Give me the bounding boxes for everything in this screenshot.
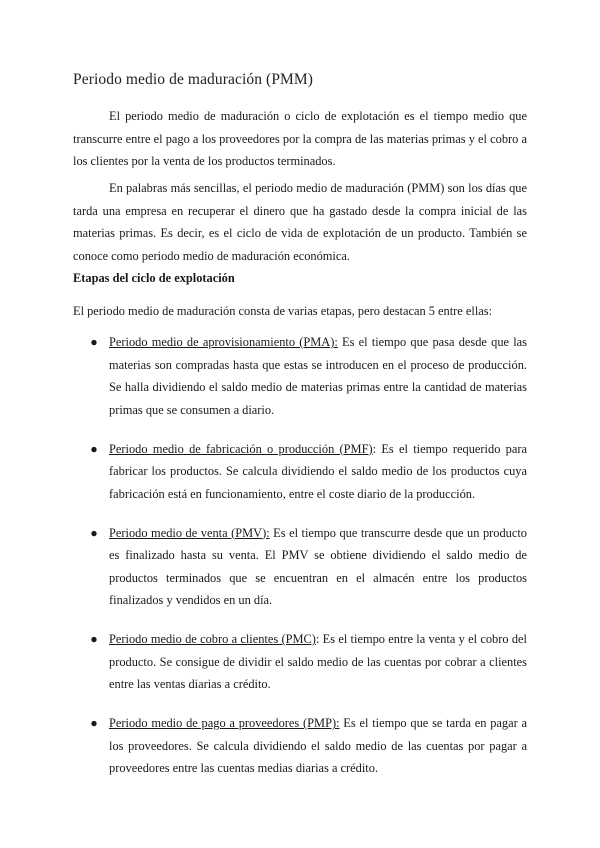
paragraph-definition: El periodo medio de maduración o ciclo de explotación es el tiempo medio que transcurre entre el pago a los proveedores por la compra de las materias primas y el cobro a los clientes por la venta de los productos terminados.: [73, 109, 527, 168]
stages-list: [0, 331, 600, 796]
stage-description: Es el tiempo que pasa desde que las materias son compradas hasta que estas se introducen en el proceso de producción. Se halla dividiendo el saldo medio de materias primas entre la cantidad de materias primas que se consumen a diario.: [109, 335, 527, 417]
stage-description: Es el tiempo que transcurre desde que un producto es finalizado hasta su venta. El PMV se obtiene dividiendo el saldo medio de productos terminados que se encuentran en el almacén entre los productos finalizados y vendidos en un día.: [109, 525, 527, 607]
list-item: [0, 522, 527, 612]
bullet-icon: ●: [90, 441, 98, 456]
list-item: [0, 628, 527, 696]
stage-name: Periodo medio de aprovisionamiento (PMA):: [109, 335, 338, 349]
section-heading: Etapas del ciclo de explotación: [73, 271, 235, 285]
stage-description: Es el tiempo que se tarda en pagar a los proveedores. Se calcula dividiendo el saldo medio de las cuentas por pagar a proveedores entre las cuentas medias diarias a crédito.: [109, 716, 527, 775]
stage-name: Periodo medio de cobro a clientes (PMC): [109, 632, 316, 646]
bullet-icon: ●: [90, 716, 98, 730]
bullet-icon: ●: [90, 335, 98, 349]
list-item: [0, 712, 527, 780]
stage-description: : Es el tiempo entre la venta y el cobro del producto. Se consigue de dividir el saldo medio de las cuentas por cobrar a clientes entre las ventas diarias a crédito.: [109, 632, 527, 691]
stage-name: Periodo medio de venta (PMV):: [109, 525, 270, 540]
stage-name: Periodo medio de pago a proveedores (PMP):: [109, 716, 340, 730]
stage-name: Periodo medio de fabricación o producción (PMF): [109, 441, 373, 456]
list-item: [0, 438, 527, 506]
bullet-icon: ●: [90, 632, 98, 646]
paragraph-simple-explanation: En palabras más sencillas, el periodo medio de maduración (PMM) son los días que tarda una empresa en recuperar el dinero que ha gastado desde la compra inicial de las materias primas. Es decir, es el ciclo de vida de explotación de un producto. También se conoce como periodo medio de maduración económica.: [73, 181, 527, 263]
list-item: [0, 331, 527, 421]
section-intro: El periodo medio de maduración consta de varias etapas, pero destacan 5 entre ellas:: [73, 304, 493, 318]
bullet-icon: ●: [90, 525, 98, 540]
stage-description: : Es el tiempo requerido para fabricar los productos. Se calcula dividiendo el saldo medio de los productos cuya fabricación está en funcionamiento, entre el coste diario de la producción.: [109, 441, 527, 501]
page-title: Periodo medio de maduración (PMM): [73, 71, 314, 88]
